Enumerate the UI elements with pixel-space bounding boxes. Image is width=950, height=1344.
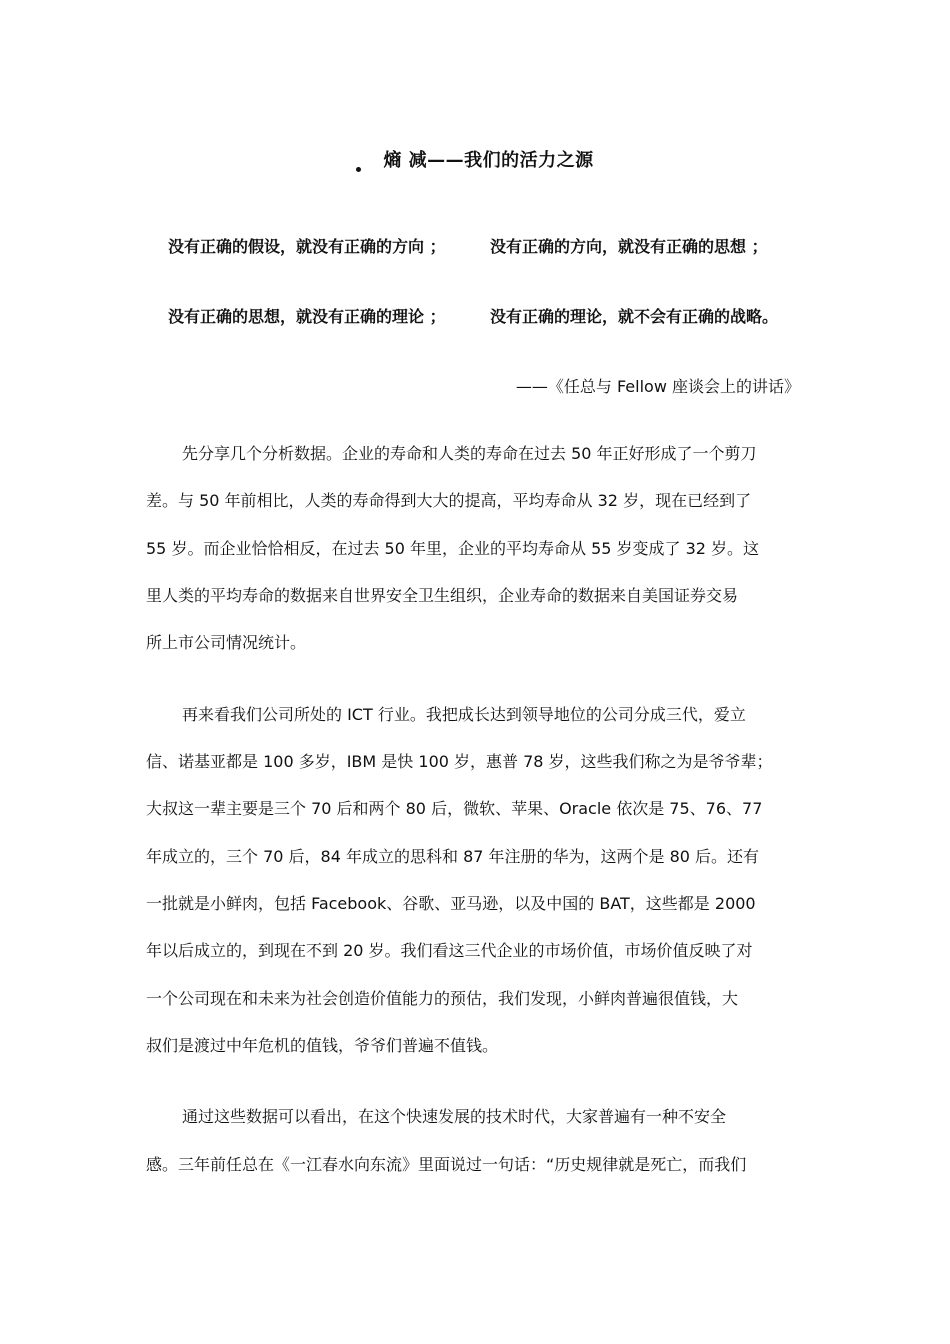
paragraph-3-line-2: 感。三年前任总在《一江春水向东流》里面说过一句话：“历史规律就是死亡，而我们 [146, 1155, 747, 1174]
motto-2-right: 没有正确的理论，就不会有正确的战略。 [490, 307, 779, 326]
paragraph-1-line-3: 55 岁。而企业恰恰相反，在过去 50 年里，企业的平均寿命从 55 岁变成了 32 岁。这 [146, 539, 760, 558]
motto-1-right: 没有正确的方向，就没有正确的思想 ； [490, 237, 768, 256]
motto-1-left: 没有正确的假设，就没有正确的方向 ； [168, 237, 446, 256]
motto-2-left: 没有正确的思想，就没有正确的理论 ； [168, 307, 446, 326]
paragraph-2-line-5: 一批就是小鲜肉，包括 Facebook、谷歌、亚马逊，以及中国的 BAT，这些都是 2000 [146, 894, 756, 913]
motto-line-1 [168, 234, 768, 257]
paragraph-1-line-5: 所上市公司情况统计。 [146, 633, 307, 652]
paragraph-2-line-4: 年成立的，三个 70 后，84 年成立的思科和 87 年注册的华为，这两个是 80 后。还有 [146, 847, 760, 866]
title-text: 熵 减——我们的活力之源 [383, 150, 594, 171]
paragraph-2-line-3: 大叔这一辈主要是三个 70 后和两个 80 后，微软、苹果、Oracle 依次是 75、76、77 [146, 799, 763, 818]
paragraph-2-line-8: 叔们是渡过中年危机的值钱，爷爷们普遍不值钱。 [146, 1036, 499, 1055]
paragraph-1-line-1: 先分享几个分析数据。企业的寿命和人类的寿命在过去 50 年正好形成了一个剪刀 [182, 444, 757, 463]
paragraph-2-line-2: 信、诺基亚都是 100 多岁，IBM 是快 100 岁，惠普 78 岁，这些我们称之为是爷爷辈； [146, 752, 773, 771]
paragraph-1-line-4: 里人类的平均寿命的数据来自世界安全卫生组织，企业寿命的数据来自美国证券交易 [146, 586, 739, 605]
title-bullet-icon [356, 167, 361, 172]
quote-attribution: ——《任总与 Fellow 座谈会上的讲话》 [515, 377, 800, 396]
motto-line-2 [168, 304, 779, 327]
page-title [0, 146, 950, 172]
paragraph-1-line-2: 差。与 50 年前相比，人类的寿命得到大大的提高，平均寿命从 32 岁，现在已经到了 [146, 491, 752, 510]
paragraph-2-line-7: 一个公司现在和未来为社会创造价值能力的预估，我们发现，小鲜肉普遍很值钱，大 [146, 989, 739, 1008]
paragraph-2-line-6: 年以后成立的，到现在不到 20 岁。我们看这三代企业的市场价值，市场价值反映了对 [146, 941, 753, 960]
paragraph-2-line-1: 再来看我们公司所处的 ICT 行业。我把成长达到领导地位的公司分成三代，爱立 [182, 705, 746, 724]
paragraph-3-line-1: 通过这些数据可以看出，在这个快速发展的技术时代，大家普遍有一种不安全 [182, 1107, 727, 1126]
